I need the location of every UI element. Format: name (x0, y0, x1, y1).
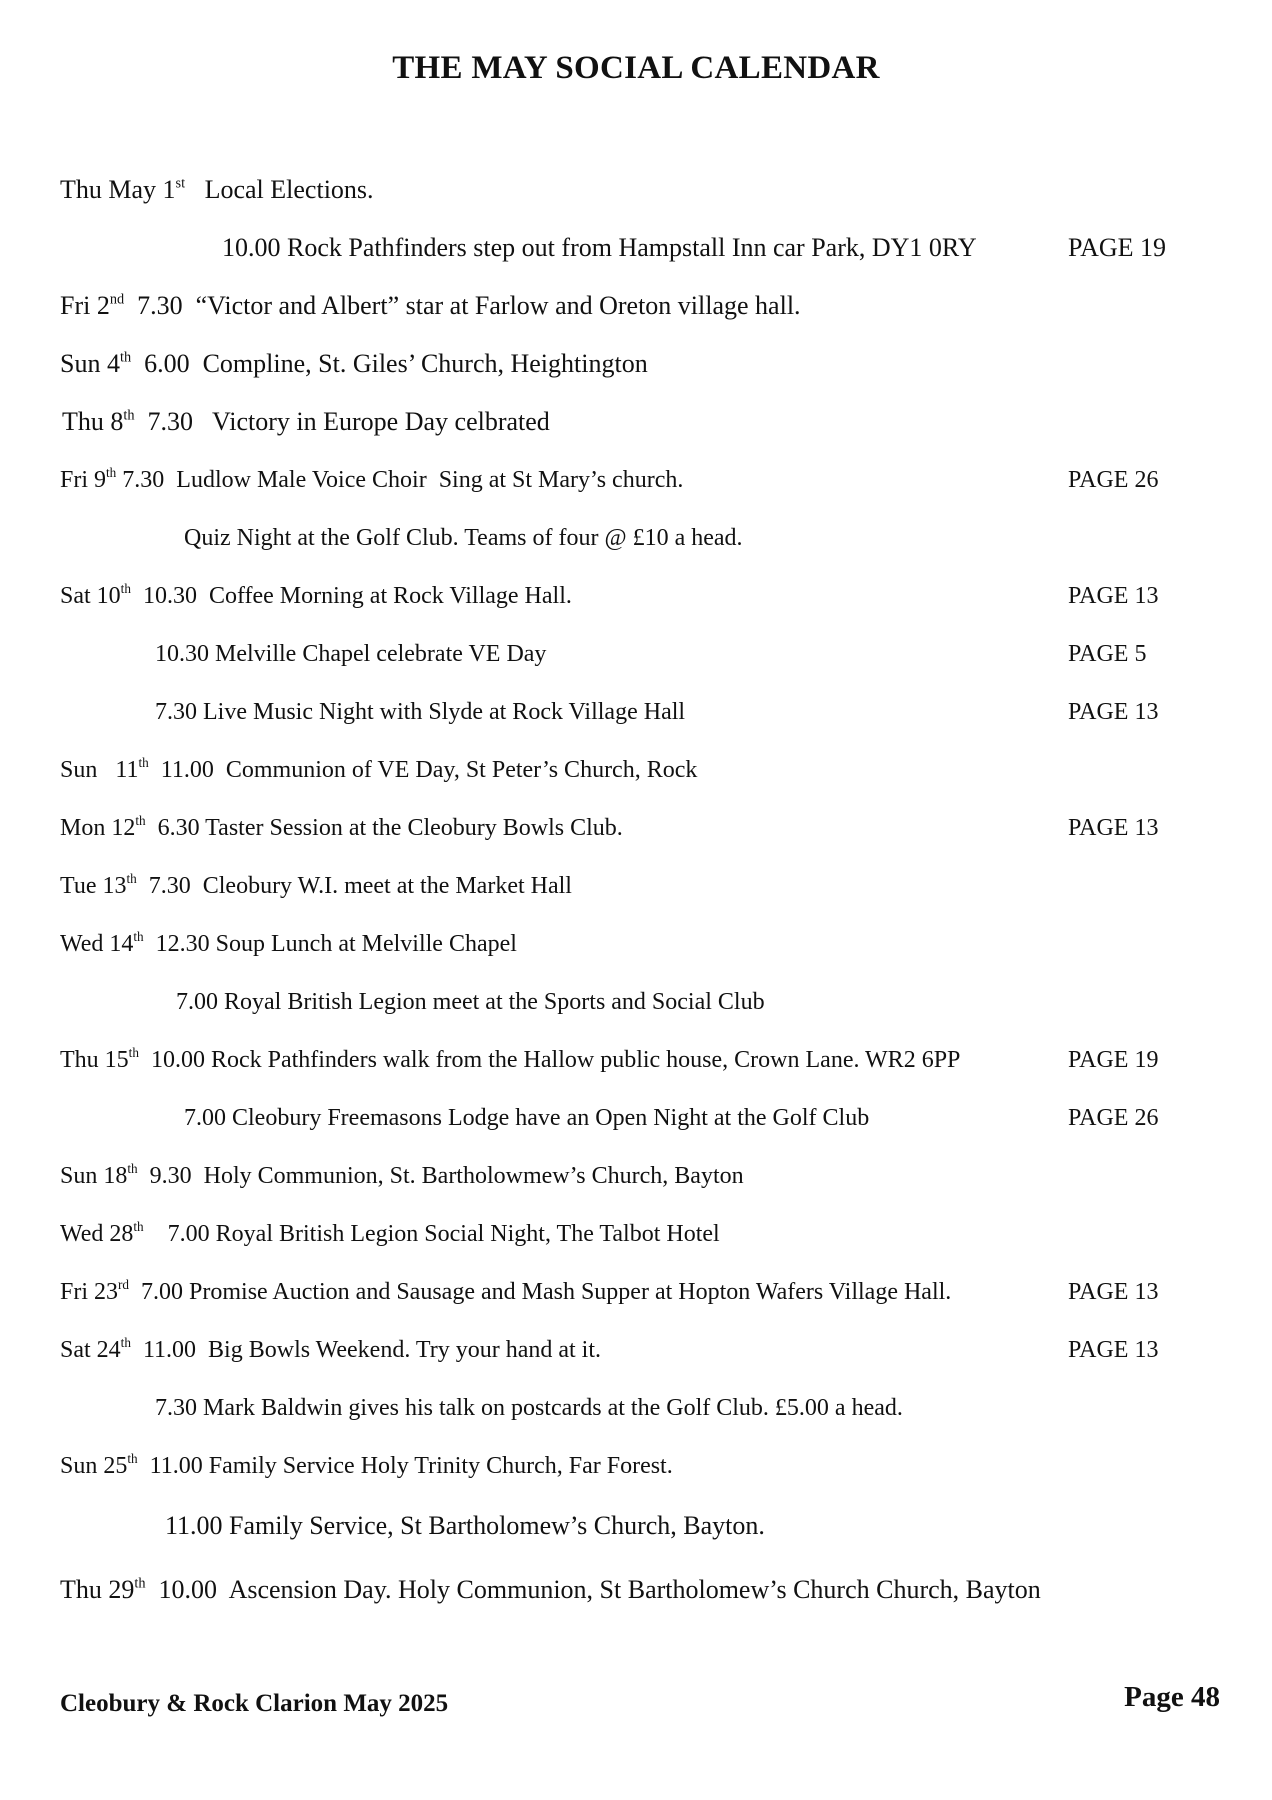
entry-text: 10.30 Melville Chapel celebrate VE Day (155, 641, 547, 667)
entry-text: Sun 25th 11.00 Family Service Holy Trinity Church, Far Forest. (60, 1451, 673, 1479)
entry-text: 7.30 Mark Baldwin gives his talk on postcards at the Golf Club. £5.00 a head. (155, 1395, 903, 1421)
entry-text: Wed 28th 7.00 Royal British Legion Social Night, The Talbot Hotel (60, 1219, 720, 1247)
entry-text: Tue 13th 7.30 Cleobury W.I. meet at the Market Hall (60, 871, 572, 899)
entry-text: 11.00 Family Service, St Bartholomew’s Church, Bayton. (165, 1511, 765, 1540)
page-reference: PAGE 19 (1068, 233, 1167, 262)
page-reference: PAGE 26 (1068, 467, 1159, 493)
entry-text: Quiz Night at the Golf Club. Teams of four @ £10 a head. (184, 525, 743, 551)
page-reference: PAGE 13 (1068, 815, 1159, 841)
entry-text: Mon 12th 6.30 Taster Session at the Cleobury Bowls Club. (60, 813, 623, 841)
page-reference: PAGE 13 (1068, 699, 1159, 725)
entry-text: Sun 18th 9.30 Holy Communion, St. Bartholowmew’s Church, Bayton (60, 1161, 744, 1189)
entry-text: 7.00 Royal British Legion meet at the Sports and Social Club (176, 989, 765, 1015)
entry-text: Fri 23rd 7.00 Promise Auction and Sausage and Mash Supper at Hopton Wafers Village Hall. (60, 1277, 952, 1305)
entry-text: Fri 2nd 7.30 “Victor and Albert” star at Farlow and Oreton village hall. (60, 291, 801, 320)
entry-text: Sat 24th 11.00 Big Bowls Weekend. Try your hand at it. (60, 1335, 601, 1363)
entry-text: Fri 9th 7.30 Ludlow Male Voice Choir Sing at St Mary’s church. (60, 465, 684, 493)
page-reference: PAGE 13 (1068, 1337, 1159, 1363)
page-reference: PAGE 13 (1068, 1279, 1159, 1305)
entry-text: Thu May 1st Local Elections. (60, 175, 374, 204)
entry-text: Thu 15th 10.00 Rock Pathfinders walk from the Hallow public house, Crown Lane. WR2 6PP (60, 1045, 961, 1073)
entry-text: Sun 11th 11.00 Communion of VE Day, St Peter’s Church, Rock (60, 755, 698, 783)
page-number: Page 48 (1124, 1681, 1220, 1713)
publication-footer: Cleobury & Rock Clarion May 2025 (60, 1690, 449, 1717)
entry-text: Sun 4th 6.00 Compline, St. Giles’ Church, Heightington (60, 349, 648, 378)
page-reference: PAGE 5 (1068, 641, 1147, 667)
page-reference: PAGE 19 (1068, 1047, 1159, 1073)
entry-text: Thu 8th 7.30 Victory in Europe Day celbrated (62, 407, 550, 436)
entry-text: 7.00 Cleobury Freemasons Lodge have an Open Night at the Golf Club (184, 1105, 870, 1131)
page-reference: PAGE 13 (1068, 583, 1159, 609)
entry-text: Wed 14th 12.30 Soup Lunch at Melville Chapel (60, 929, 517, 957)
entry-text: Thu 29th 10.00 Ascension Day. Holy Communion, St Bartholomew’s Church Church, Bayton (60, 1575, 1041, 1604)
entry-text: 7.30 Live Music Night with Slyde at Rock Village Hall (155, 699, 686, 725)
page-title: THE MAY SOCIAL CALENDAR (392, 50, 880, 86)
entry-text: 10.00 Rock Pathfinders step out from Hampstall Inn car Park, DY1 0RY (222, 233, 977, 262)
page-reference: PAGE 26 (1068, 1105, 1159, 1131)
entry-text: Sat 10th 10.30 Coffee Morning at Rock Village Hall. (60, 581, 572, 609)
